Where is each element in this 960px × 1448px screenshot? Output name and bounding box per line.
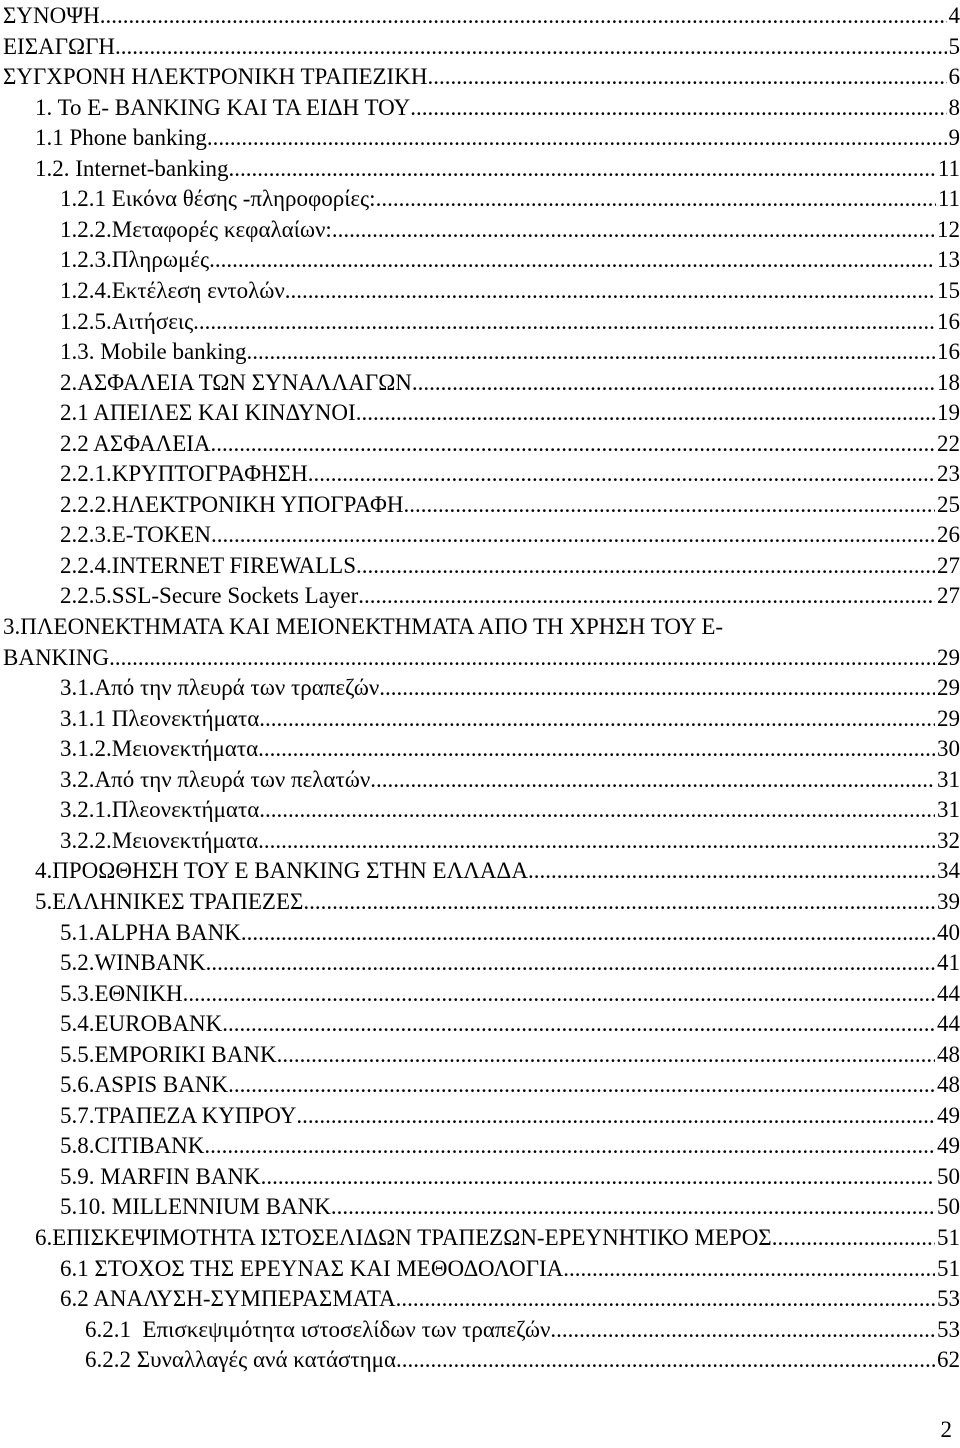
- toc-entry-page: 51: [937, 1255, 960, 1281]
- toc-entry[interactable]: [3, 642, 960, 673]
- toc-entry-title: 5.9. MARFIN BANK: [60, 1163, 261, 1189]
- toc-entry-title: 5.8.CITIBANK: [60, 1133, 205, 1159]
- dot-leader: [222, 1008, 935, 1039]
- dot-leader: [332, 214, 935, 245]
- toc-entry-title: ΣΥΓΧΡΟΝΗ ΗΛΕΚΤΡΟΝΙΚΗ ΤΡΑΠΕΖΙΚΗ: [3, 64, 428, 90]
- dot-leader: [331, 1191, 935, 1222]
- toc-entry-page: 16: [937, 308, 960, 334]
- toc-entry-page: 4: [948, 3, 960, 28]
- toc-entry-title: 5.6.ASPIS BANK: [60, 1072, 229, 1098]
- toc-entry-page: 9: [948, 125, 960, 151]
- dot-leader: [247, 336, 935, 367]
- toc-entry[interactable]: [3, 61, 960, 92]
- toc-entry-page: 53: [937, 1286, 960, 1312]
- toc-entry-page: 50: [937, 1194, 960, 1220]
- toc-entry-title: 6.2 ΑΝΑΛΥΣΗ-ΣΥΜΠΕΡΑΣΜΑΤΑ: [60, 1286, 396, 1312]
- toc-entry-page: 31: [937, 766, 960, 792]
- toc-entry-page: 49: [937, 1133, 960, 1159]
- dot-leader: [427, 61, 946, 92]
- toc-entry[interactable]: [35, 92, 960, 123]
- dot-leader: [356, 550, 935, 581]
- dot-leader: [258, 733, 935, 764]
- toc-entry[interactable]: [60, 1008, 960, 1039]
- toc-entry-page: 50: [937, 1163, 960, 1189]
- toc-entry-title: 2.2.5.SSL-Secure Sockets Layer: [60, 583, 359, 609]
- toc-entry-title: 5.7.ΤΡΑΠΕΖΑ ΚΥΠΡΟΥ: [60, 1102, 297, 1128]
- toc-entry-page: 53: [937, 1316, 960, 1342]
- toc-entry-title: 1.1 Phone banking: [35, 125, 207, 151]
- toc-entry-page: 25: [937, 491, 960, 517]
- toc-entry-page: 16: [937, 339, 960, 365]
- toc-entry[interactable]: [60, 703, 960, 734]
- toc-entry[interactable]: [35, 122, 960, 153]
- dot-leader: [410, 92, 946, 123]
- toc-entry-title: 3.ΠΛΕΟΝΕΚΤΗΜΑΤΑ ΚΑΙ ΜΕΙΟΝΕΚΤΗΜΑΤΑ ΑΠΟ ΤΗ ΧΡΗΣΗ ΤΟΥ Ε-: [3, 614, 724, 639]
- toc-entry-page: 48: [937, 1072, 960, 1098]
- toc-entry-page: 44: [937, 1011, 960, 1037]
- toc-entry-title: 3.1.Από την πλευρά των τραπεζών: [60, 675, 380, 701]
- dot-leader: [358, 580, 935, 611]
- dot-leader: [528, 855, 935, 886]
- toc-entry[interactable]: [3, 31, 960, 62]
- toc-entry[interactable]: [35, 153, 960, 184]
- toc-entry-page: 32: [937, 827, 960, 853]
- dot-leader: [115, 31, 946, 62]
- toc-entry-page: 19: [937, 400, 960, 426]
- dot-leader: [412, 367, 935, 398]
- dot-leader: [563, 1253, 935, 1284]
- toc-entry-title: BANKING: [3, 644, 110, 670]
- toc-entry-page: 6: [948, 64, 960, 90]
- dot-leader: [396, 1283, 935, 1314]
- toc-entry-title: 5.2.WINBANK: [60, 950, 206, 976]
- toc-entry[interactable]: [60, 489, 960, 520]
- toc-entry-page: 44: [937, 980, 960, 1006]
- toc-entry-page: 5: [948, 33, 960, 59]
- toc-entry[interactable]: [85, 1314, 960, 1345]
- toc-entry-title: 3.2.2.Μειονεκτήματα: [60, 827, 259, 853]
- toc-entry-title: 2.1 ΑΠΕΙΛΕΣ ΚΑΙ ΚΙΝΔΥΝΟΙ: [60, 400, 356, 426]
- toc-entry[interactable]: [60, 794, 960, 825]
- toc-entry[interactable]: [60, 1283, 960, 1314]
- toc-entry-title: 6.ΕΠΙΣΚΕΨΙΜΟΤΗΤΑ ΙΣΤΟΣΕΛΙΔΩΝ ΤΡΑΠΕΖΩΝ-ΕΡΕΥΝΗΤΙΚΟ ΜΕΡΟΣ: [35, 1225, 772, 1250]
- toc-entry[interactable]: [60, 458, 960, 489]
- toc-entry-title: ΣΥΝΟΨΗ: [3, 3, 100, 28]
- dot-leader: [241, 917, 935, 948]
- toc-entry-title: 5.ΕΛΛΗΝΙΚΕΣ ΤΡΑΠΕΖΕΣ: [35, 888, 304, 914]
- toc-entry[interactable]: [60, 1130, 960, 1161]
- toc-entry-page: 34: [937, 858, 960, 884]
- dot-leader: [277, 1039, 935, 1070]
- toc-entry[interactable]: [60, 978, 960, 1009]
- toc-entry[interactable]: [60, 1191, 960, 1222]
- dot-leader: [296, 1100, 935, 1131]
- toc-entry-title: 2.2.4.INTERNET FIREWALLS: [60, 552, 357, 578]
- toc-entry[interactable]: [35, 886, 960, 917]
- toc-entry-page: 13: [937, 247, 960, 273]
- toc-entry-title: 4.ΠΡΟΩΘΗΣΗ ΤΟΥ Ε BANKING ΣΤΗΝ ΕΛΛΑΔΑ: [35, 858, 528, 884]
- toc-entry[interactable]: [60, 550, 960, 581]
- toc-entry[interactable]: [60, 764, 960, 795]
- dot-leader: [211, 519, 935, 550]
- dot-leader: [303, 886, 935, 917]
- toc-entry-page: 11: [937, 186, 960, 212]
- toc-entry-page: 23: [937, 461, 960, 487]
- toc-entry-title: 1.2.1 Εικόνα θέσης -πληροφορίες:: [60, 186, 376, 212]
- dot-leader: [396, 1344, 935, 1375]
- page-number: 2: [940, 1417, 952, 1442]
- toc-entry-page: 41: [937, 950, 960, 976]
- dot-leader: [261, 1161, 935, 1192]
- toc-entry[interactable]: [35, 855, 960, 886]
- dot-leader: [211, 428, 935, 459]
- toc-entry-title: 1.2. Internet-banking: [35, 155, 229, 181]
- dot-leader: [550, 1314, 935, 1345]
- dot-leader: [285, 275, 935, 306]
- toc-entry[interactable]: [35, 1222, 960, 1253]
- toc-entry-title: 5.10. MILLENNIUM BANK: [60, 1194, 331, 1220]
- dot-leader: [228, 1069, 935, 1100]
- toc-entry-title: 1.2.2.Μεταφορές κεφαλαίων:: [60, 216, 332, 242]
- dot-leader: [100, 0, 947, 31]
- dot-leader: [206, 947, 935, 978]
- dot-leader: [379, 672, 935, 703]
- toc-entry-page: 15: [937, 277, 960, 303]
- toc-entry-title: 6.2.1 Επισκεψιμότητα ιστοσελίδων των τραπεζών: [85, 1316, 551, 1342]
- toc-entry[interactable]: [60, 947, 960, 978]
- toc-entry[interactable]: [60, 275, 960, 306]
- toc-entry-page: 12: [937, 216, 960, 242]
- toc-entry-page: 48: [937, 1041, 960, 1067]
- toc-entry[interactable]: [60, 1253, 960, 1284]
- toc-entry-title: 5.3.ΕΘΝΙΚΗ: [60, 980, 183, 1006]
- toc-entry-title: 5.4.EUROBANK: [60, 1011, 223, 1037]
- toc-entry-title: 5.1.ALPHA BANK: [60, 919, 241, 945]
- dot-leader: [403, 489, 935, 520]
- toc-entry-title: 1. To E- BANKING KAI TA ΕΙΔΗ ΤΟΥ: [35, 94, 411, 120]
- toc-entry-page: 29: [937, 644, 960, 670]
- toc-entry[interactable]: [60, 825, 960, 856]
- toc-entry[interactable]: [60, 183, 960, 214]
- toc-entry-page: 49: [937, 1102, 960, 1128]
- dot-leader: [258, 825, 935, 856]
- toc-entry-page: 18: [937, 369, 960, 395]
- toc-entry-title: 5.5.EMPORIKI BANK: [60, 1041, 277, 1067]
- dot-leader: [204, 1130, 935, 1161]
- toc-entry-title: 1.3. Mobile banking: [60, 339, 247, 365]
- toc-entry-title: 3.1.1 Πλεονεκτήματα: [60, 705, 260, 731]
- toc-entry[interactable]: [60, 1161, 960, 1192]
- toc-entry-page: 26: [937, 522, 960, 548]
- dot-leader: [193, 306, 935, 337]
- toc-entry-title: 1.2.4.Εκτέλεση εντολών: [60, 277, 285, 303]
- toc-entry[interactable]: [60, 397, 960, 428]
- toc-entry-title: 2.2.1.ΚΡΥΠΤΟΓΡΑΦΗΣΗ: [60, 461, 308, 487]
- toc-entry-title: ΕΙΣΑΓΩΓΗ: [3, 33, 116, 59]
- toc-entry[interactable]: [3, 611, 960, 642]
- toc-entry[interactable]: [60, 580, 960, 611]
- toc-entry-page: 11: [937, 155, 960, 181]
- toc-entry-title: 2.2.3.E-TOKEN: [60, 522, 211, 548]
- toc-entry[interactable]: [60, 1039, 960, 1070]
- toc-entry[interactable]: [60, 917, 960, 948]
- dot-leader: [183, 978, 935, 1009]
- toc-entry-page: 40: [937, 919, 960, 945]
- toc-entry-page: 31: [937, 797, 960, 823]
- dot-leader: [308, 458, 935, 489]
- toc-entry-title: 1.2.3.Πληρωμές: [60, 247, 210, 273]
- dot-leader: [259, 794, 935, 825]
- toc-entry-title: 2.ΑΣΦΑΛΕΙΑ ΤΩΝ ΣΥΝΑΛΛΑΓΩΝ: [60, 369, 412, 395]
- toc-entry-page: 30: [937, 736, 960, 762]
- toc-entry-page: 22: [937, 430, 960, 456]
- toc-entry-title: 3.2.1.Πλεονεκτήματα: [60, 797, 260, 823]
- toc-entry[interactable]: [60, 214, 960, 245]
- toc-entry-page: 51: [937, 1225, 960, 1250]
- toc-entry-title: 3.2.Από την πλευρά των πελατών: [60, 766, 371, 792]
- dot-leader: [370, 764, 935, 795]
- toc-entry[interactable]: [60, 519, 960, 550]
- toc-entry[interactable]: [60, 733, 960, 764]
- dot-leader: [209, 244, 935, 275]
- toc-entry-page: 29: [937, 705, 960, 731]
- toc-entry[interactable]: [60, 244, 960, 275]
- dot-leader: [229, 153, 936, 184]
- toc-entry-title: 2.2.2.ΗΛΕΚΤΡΟΝΙΚΗ ΥΠΟΓΡΑΦΗ: [60, 491, 404, 517]
- toc-entry-title: 6.1 ΣΤΟΧΟΣ ΤΗΣ ΕΡΕΥΝΑΣ ΚΑΙ ΜΕΘΟΔΟΛΟΓΙΑ: [60, 1255, 564, 1281]
- dot-leader: [356, 397, 935, 428]
- dot-leader: [259, 703, 935, 734]
- dot-leader: [109, 642, 935, 673]
- toc-entry-page: 62: [937, 1347, 960, 1373]
- toc-entry[interactable]: [3, 0, 960, 31]
- toc-entry[interactable]: [85, 1344, 960, 1375]
- toc-entry-page: 27: [937, 552, 960, 578]
- toc-entry-page: 8: [948, 94, 960, 120]
- toc-entry-title: 6.2.2 Συναλλαγές ανά κατάστημα: [85, 1347, 397, 1373]
- toc-entry[interactable]: [60, 336, 960, 367]
- dot-leader: [772, 1222, 935, 1253]
- toc-entry[interactable]: [60, 672, 960, 703]
- toc-entry-page: 29: [937, 675, 960, 701]
- toc-entry[interactable]: [60, 1100, 960, 1131]
- toc-entry[interactable]: [60, 306, 960, 337]
- toc-entry[interactable]: [60, 1069, 960, 1100]
- dot-leader: [376, 183, 936, 214]
- toc-entry-title: 3.1.2.Μειονεκτήματα: [60, 736, 259, 762]
- toc-entry-title: 1.2.5.Αιτήσεις: [60, 308, 194, 334]
- toc-entry-page: 27: [937, 583, 960, 609]
- toc-entry-page: 39: [937, 888, 960, 914]
- toc-entry-title: 2.2 ΑΣΦΑΛΕΙΑ: [60, 430, 211, 456]
- toc-entry[interactable]: [60, 428, 960, 459]
- toc-entry[interactable]: [60, 367, 960, 398]
- dot-leader: [207, 122, 947, 153]
